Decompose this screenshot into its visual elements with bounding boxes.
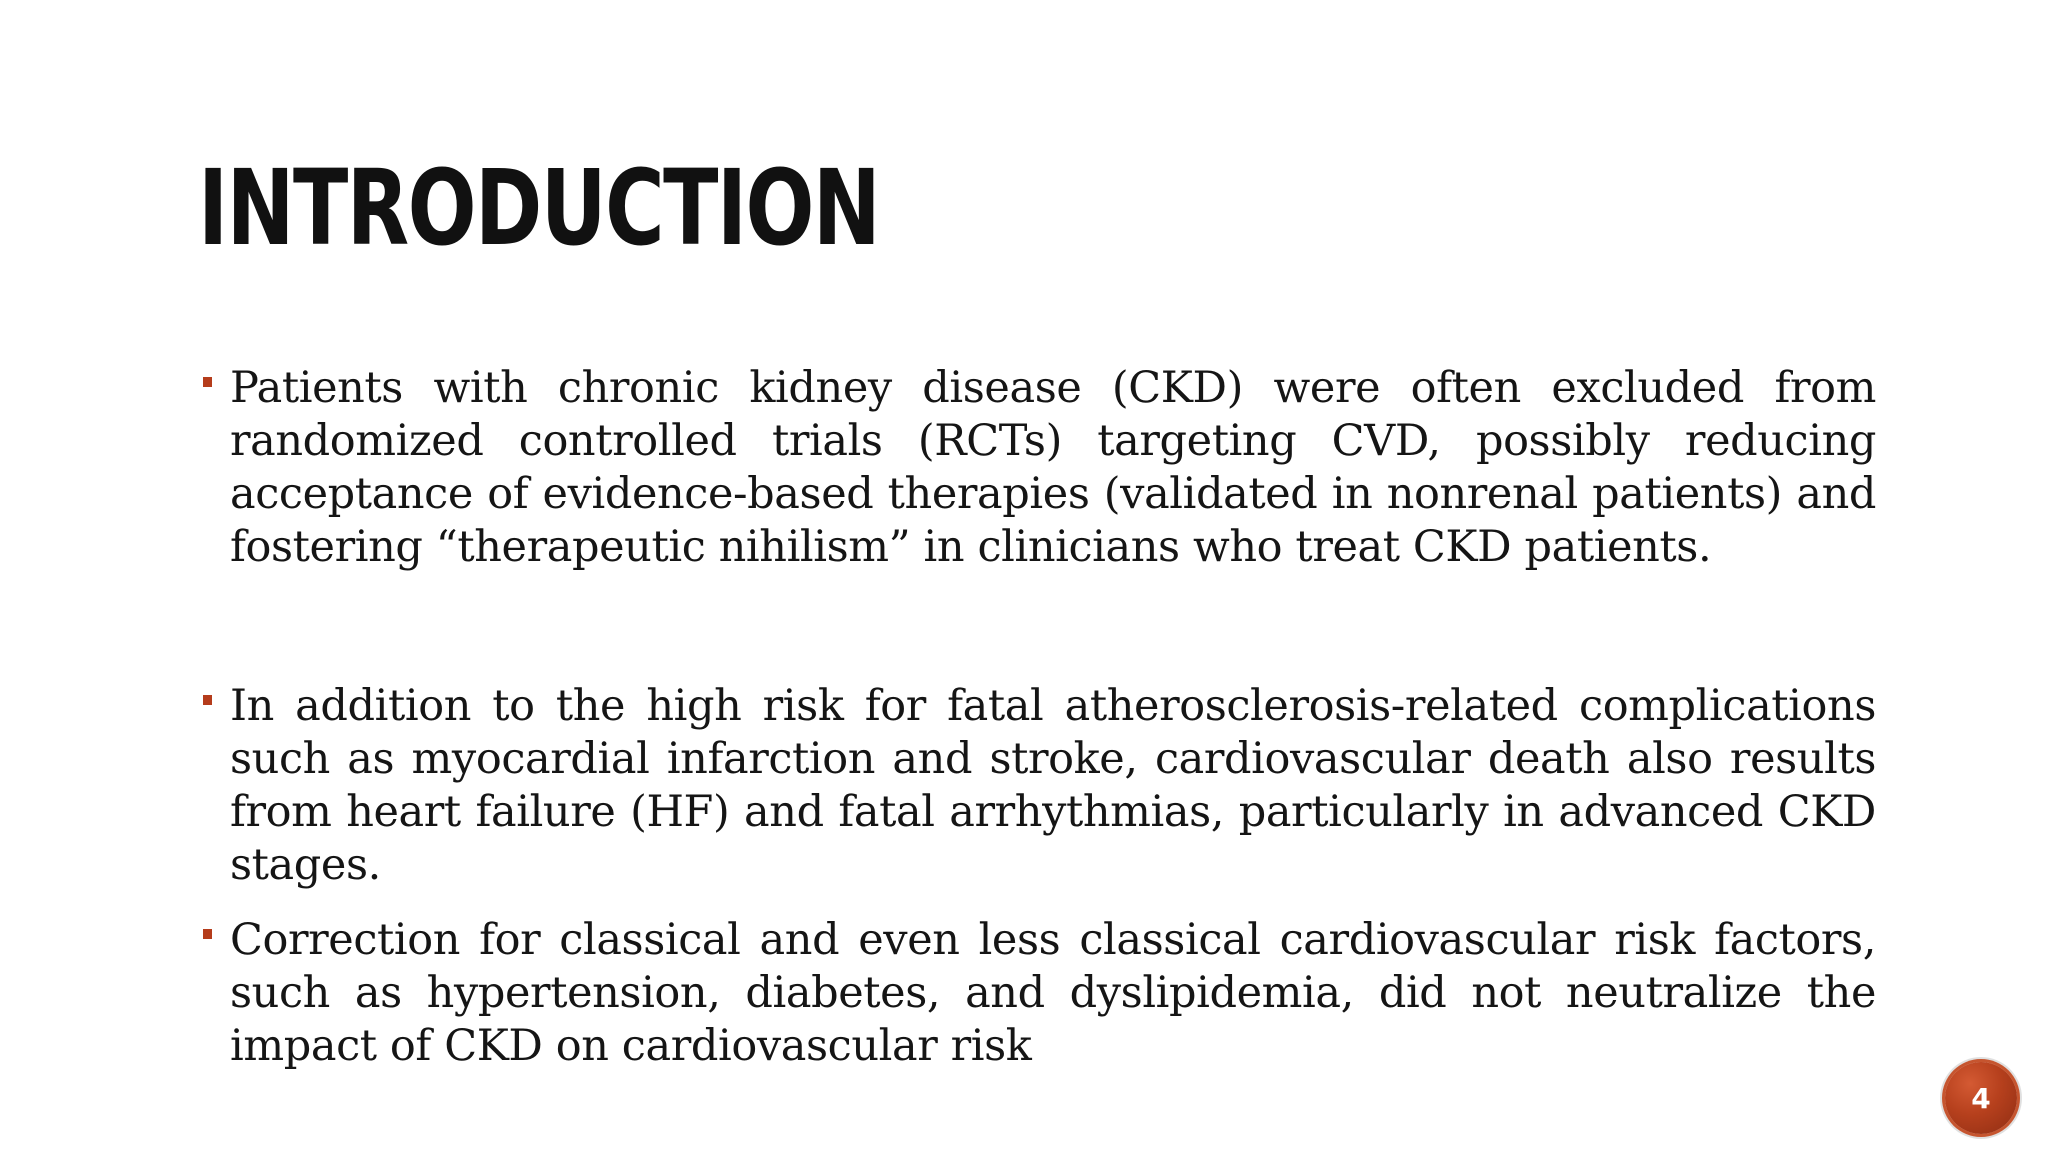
bullet-text: In addition to the high risk for fatal atherosclerosis-related complications such as myocardial infarction and stroke, cardiovascular death also results from heart failure (HF) and fatal arrhythmias, particularly in advanced CKD stages. bbox=[230, 681, 1876, 890]
square-bullet-icon bbox=[203, 377, 212, 387]
slide-title: INTRODUCTION bbox=[198, 147, 880, 269]
bullet-item bbox=[198, 680, 1876, 892]
bullet-item bbox=[198, 914, 1876, 1073]
bullet-text: Correction for classical and even less classical cardiovascular risk factors, such as hypertension, diabetes, and dyslipidemia, did not neutralize the impact of CKD on cardiovascular risk bbox=[230, 915, 1876, 1071]
page-number-badge: 4 bbox=[1945, 1062, 2017, 1134]
square-bullet-icon bbox=[203, 695, 212, 705]
bullet-text: Patients with chronic kidney disease (CKD) were often excluded from randomized controlled trials (RCTs) targeting CVD, possibly reducing acceptance of evidence-based therapies (validated in nonrenal patients) and fostering “therapeutic nihilism” in clinicians who treat CKD patients. bbox=[230, 363, 1876, 572]
square-bullet-icon bbox=[203, 929, 212, 939]
bullet-item bbox=[198, 362, 1876, 574]
bullet-list bbox=[198, 362, 1876, 1073]
